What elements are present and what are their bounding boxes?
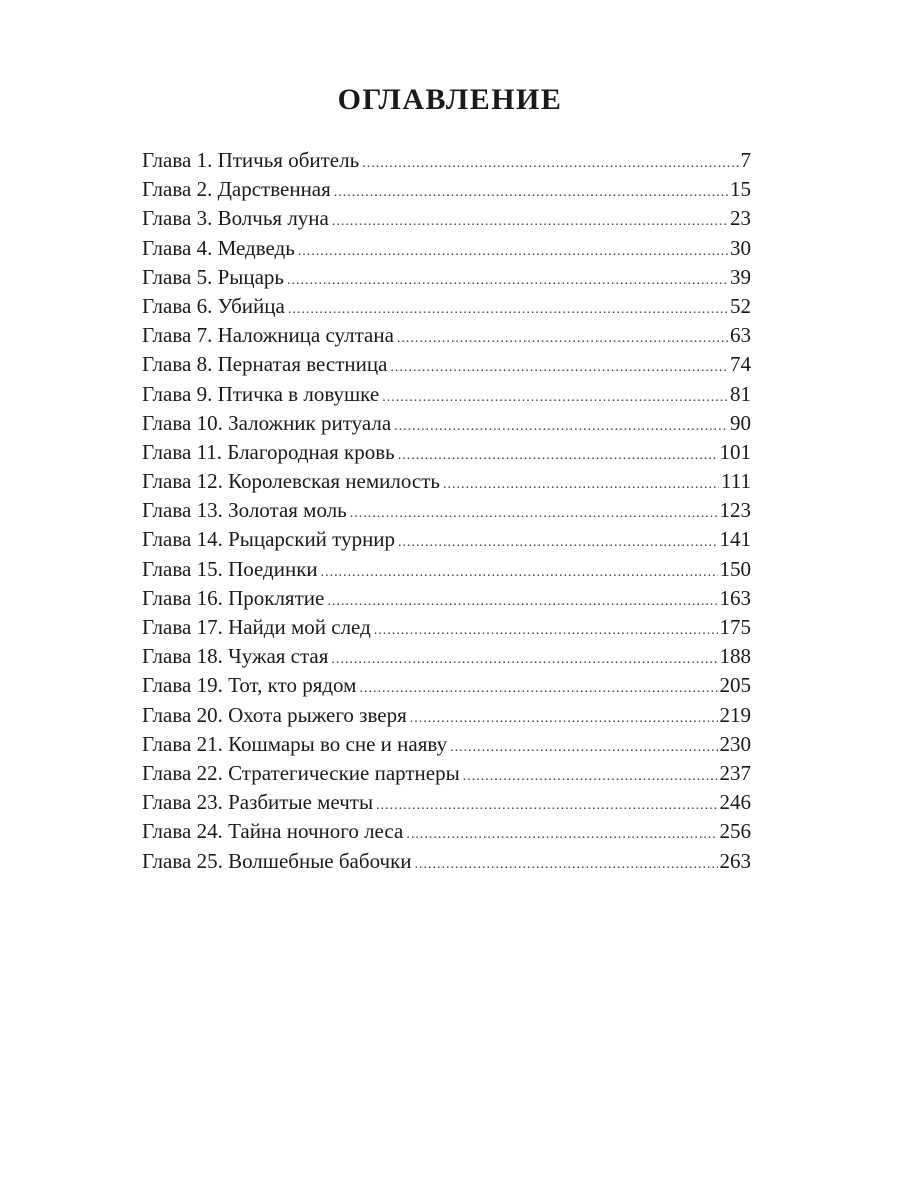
toc-dot-leader	[321, 558, 718, 587]
toc-entry-page-number: 263	[719, 848, 751, 873]
toc-entry-label: Глава 17. Найди мой след	[142, 615, 371, 639]
toc-entry[interactable]	[142, 175, 751, 204]
toc-dot-leader	[394, 412, 728, 441]
toc-entry-page-number: 74	[730, 352, 751, 377]
toc-entry-label: Глава 10. Заложник ритуала	[142, 410, 392, 435]
toc-dot-leader	[287, 266, 728, 295]
toc-dot-leader	[374, 616, 718, 645]
toc-dot-leader	[390, 353, 728, 382]
toc-dot-leader	[359, 674, 717, 703]
toc-entry-label: Глава 12. Королевская немилость	[142, 469, 440, 494]
toc-dot-leader	[327, 587, 717, 616]
toc-entry-page-number: 52	[730, 293, 751, 318]
toc-entry-label: Глава 20. Охота рыжего зверя	[142, 702, 407, 727]
toc-entry[interactable]	[142, 263, 751, 292]
toc-entry-page-number: 7	[740, 148, 751, 172]
toc-entry-page-number: 30	[730, 235, 751, 260]
toc-entry[interactable]	[142, 321, 751, 350]
toc-entry-label: Глава 23. Разбитые мечты	[142, 790, 374, 815]
toc-entry-label: Глава 19. Тот, кто рядом	[142, 673, 357, 698]
toc-entry-page-number: 150	[719, 556, 751, 581]
toc-entry-page-number: 90	[730, 410, 751, 435]
toc-entry[interactable]	[142, 671, 751, 700]
toc-entry-page-number: 39	[730, 264, 751, 289]
toc-dot-leader	[350, 499, 718, 528]
toc-entry[interactable]	[142, 409, 751, 438]
toc-entry[interactable]	[142, 467, 751, 496]
toc-entry-label: Глава 13. Золотая моль	[142, 498, 347, 523]
page-title: ОГЛАВЛЕНИЕ	[337, 83, 563, 116]
toc-entry-label: Глава 2. Дарственная	[142, 177, 331, 202]
toc-dot-leader	[410, 704, 718, 733]
toc-entry-page-number: 123	[719, 498, 751, 523]
toc-entry-label: Глава 11. Благородная кровь	[142, 439, 395, 464]
toc-entry-page-number: 141	[719, 527, 751, 552]
toc-dot-leader	[334, 178, 728, 207]
toc-entry-page-number: 111	[721, 469, 751, 494]
toc-dot-leader	[331, 645, 717, 674]
toc-entry[interactable]	[142, 496, 751, 525]
toc-entry[interactable]	[142, 146, 751, 175]
toc-entry[interactable]	[142, 847, 751, 876]
toc-entry[interactable]	[142, 613, 751, 642]
toc-entry-page-number: 163	[719, 585, 751, 610]
toc-entry-label: Глава 8. Пернатая вестница	[142, 352, 388, 377]
toc-entry-label: Глава 24. Тайна ночного леса	[142, 819, 404, 844]
toc-entry-label: Глава 16. Проклятие	[142, 585, 325, 610]
toc-entry-page-number: 101	[719, 439, 751, 464]
toc-dot-leader	[397, 324, 728, 353]
toc-entry-label: Глава 15. Поединки	[142, 556, 318, 581]
toc-entry-page-number: 219	[719, 702, 751, 727]
toc-entry-page-number: 81	[730, 381, 751, 406]
toc-entry[interactable]	[142, 350, 751, 379]
toc-entry[interactable]	[142, 555, 751, 584]
toc-dot-leader	[398, 441, 718, 470]
toc-entry-label: Глава 9. Птичка в ловушке	[142, 381, 380, 406]
toc-dot-leader	[406, 820, 717, 849]
toc-entry-page-number: 15	[730, 177, 751, 202]
toc-entry-label: Глава 7. Наложница султана	[142, 323, 394, 348]
toc-dot-leader	[443, 470, 719, 499]
toc-entry-label: Глава 6. Убийца	[142, 293, 285, 318]
toc-entry-label: Глава 21. Кошмары во сне и наяву	[142, 731, 448, 756]
toc-entry[interactable]	[142, 642, 751, 671]
toc-dot-leader	[376, 791, 717, 820]
toc-entry-page-number: 205	[719, 673, 751, 698]
toc-entry[interactable]	[142, 759, 751, 788]
toc-entry[interactable]	[142, 701, 751, 730]
toc-entry[interactable]	[142, 438, 751, 467]
toc-entry-label: Глава 18. Чужая стая	[142, 644, 329, 669]
toc-dot-leader	[288, 295, 728, 324]
toc-entry[interactable]	[142, 788, 751, 817]
toc-entry-label: Глава 22. Стратегические партнеры	[142, 760, 460, 785]
toc-entry[interactable]	[142, 584, 751, 613]
toc-entry[interactable]	[142, 292, 751, 321]
toc-entry-page-number: 63	[730, 323, 751, 348]
toc-dot-leader	[463, 762, 718, 791]
toc-dot-leader	[382, 383, 728, 412]
toc-entry-label: Глава 5. Рыцарь	[142, 264, 284, 289]
toc-entry-page-number: 175	[719, 615, 751, 639]
toc-entry[interactable]	[142, 204, 751, 233]
toc-entry-page-number: 256	[719, 819, 751, 844]
toc-entry-page-number: 237	[719, 760, 751, 785]
toc-entry-label: Глава 1. Птичья обитель	[142, 148, 360, 172]
toc-entry-label: Глава 14. Рыцарский турнир	[142, 527, 396, 552]
toc-entry-label: Глава 25. Волшебные бабочки	[142, 848, 412, 873]
toc-entry[interactable]	[142, 817, 751, 846]
toc-list	[142, 146, 751, 876]
toc-entry-label: Глава 4. Медведь	[142, 235, 295, 260]
toc-entry[interactable]	[142, 730, 751, 759]
toc-entry-page-number: 230	[719, 731, 751, 756]
toc-dot-leader	[398, 528, 717, 557]
toc-entry-page-number: 23	[730, 206, 751, 231]
toc-dot-leader	[298, 237, 728, 266]
toc-entry-page-number: 188	[719, 644, 751, 669]
toc-dot-leader	[415, 850, 718, 879]
toc-entry-label: Глава 3. Волчья луна	[142, 206, 329, 231]
toc-dot-leader	[332, 207, 728, 236]
toc-dot-leader	[450, 733, 717, 762]
toc-entry-page-number: 246	[719, 790, 751, 815]
toc-entry[interactable]	[142, 380, 751, 409]
toc-dot-leader	[362, 149, 738, 178]
toc-entry[interactable]	[142, 525, 751, 554]
toc-entry[interactable]	[142, 234, 751, 263]
